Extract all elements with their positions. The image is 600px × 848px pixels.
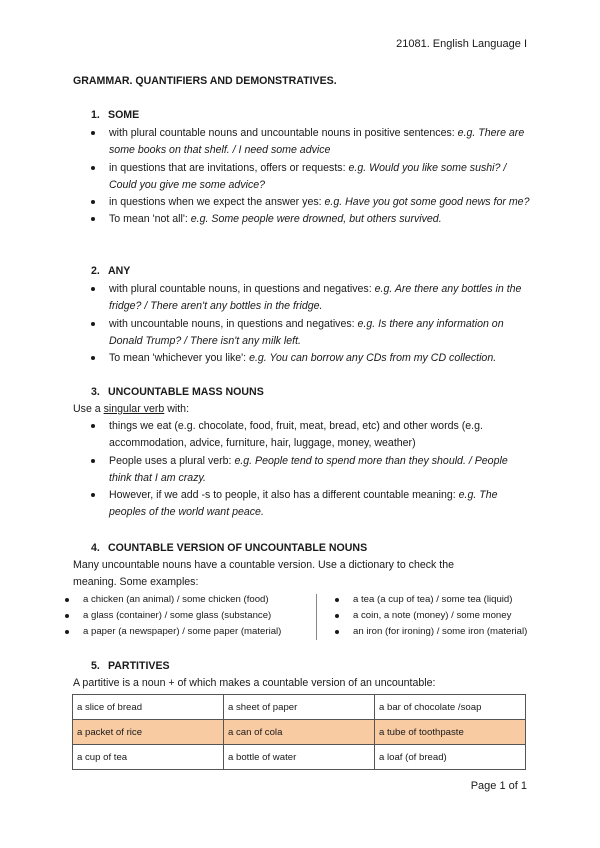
course-header: 21081. English Language I [396,38,527,50]
list-item: with plural countable nouns and uncountable nouns in positive sentences: e.g. There are some books on that shelf. / I need some advice [73,125,533,160]
table-cell: a slice of bread [73,695,224,720]
table-row [73,745,526,770]
section-intro: Use a singular verb with: [73,403,190,415]
list-item: People uses a plural verb: e.g. People tend to spend more than they should. / People think that I am crazy. [73,453,533,488]
list-item: in questions when we expect the answer yes: e.g. Have you got some good news for me? [73,194,533,211]
table-cell: a bar of chocolate /soap [375,695,526,720]
table-cell: a loaf (of bread) [375,745,526,770]
list-item: a tea (a cup of tea) / some tea (liquid) [332,592,527,608]
column-divider [316,594,317,640]
table-cell: a sheet of paper [224,695,375,720]
section-any [73,262,533,367]
section-partitives [73,657,533,692]
examples-right [332,592,527,640]
list-item: However, if we add -s to people, it also has a different countable meaning: e.g. The peoples of the world want peace. [73,487,533,522]
table-cell: a can of cola [224,720,375,745]
table-cell: a packet of rice [73,720,224,745]
section-intro: Many uncountable nouns have a countable version. Use a dictionary to check the meaning. Some examples: [73,559,455,588]
table-row [73,695,526,720]
table-cell: a cup of tea [73,745,224,770]
list-item: a paper (a newspaper) / some paper (material) [62,624,281,640]
singular-verb-link[interactable]: singular verb [103,403,165,415]
table-row-highlighted [73,720,526,745]
partitives-table [72,694,526,770]
examples-left [62,592,281,640]
section-countable-version [73,539,533,591]
list-item: To mean 'not all': e.g. Some people were drowned, but others survived. [73,211,533,228]
list-item: a coin, a note (money) / some money [332,608,527,624]
list-item: a chicken (an animal) / some chicken (food) [62,592,281,608]
section-heading: 1. SOME [91,109,140,121]
section-heading: 3. UNCOUNTABLE MASS NOUNS [91,386,264,398]
section-heading: 2. ANY [91,265,131,277]
section-heading: 4. COUNTABLE VERSION OF UNCOUNTABLE NOUNS [91,542,368,554]
list-item: a glass (container) / some glass (substance) [62,608,281,624]
list-item: with uncountable nouns, in questions and negatives: e.g. Is there any information on Donald Trump? / There isn't any milk left. [73,316,533,351]
list-item: an iron (for ironing) / some iron (material) [332,624,527,640]
list-item: things we eat (e.g. chocolate, food, fruit, meat, bread, etc) and other words (e.g. accommodation, advice, furniture, hair, luggage, money, weather) [73,418,533,453]
page-title: GRAMMAR. QUANTIFIERS AND DEMONSTRATIVES. [73,75,337,87]
table-cell: a tube of toothpaste [375,720,526,745]
table-cell: a bottle of water [224,745,375,770]
list-item: in questions that are invitations, offers or requests: e.g. Would you like some sushi? / Could you give me some advice? [73,160,533,195]
page-number: Page 1 of 1 [470,780,527,792]
section-some [73,106,533,229]
section-heading: 5. PARTITIVES [91,660,170,672]
section-uncountable [73,383,533,522]
section-intro: A partitive is a noun + of which makes a countable version of an uncountable: [73,677,436,689]
list-item: with plural countable nouns, in questions and negatives: e.g. Are there any bottles in the fridge? / There aren't any bottles in the fridge. [73,281,533,316]
list-item: To mean 'whichever you like': e.g. You can borrow any CDs from my CD collection. [73,350,533,367]
